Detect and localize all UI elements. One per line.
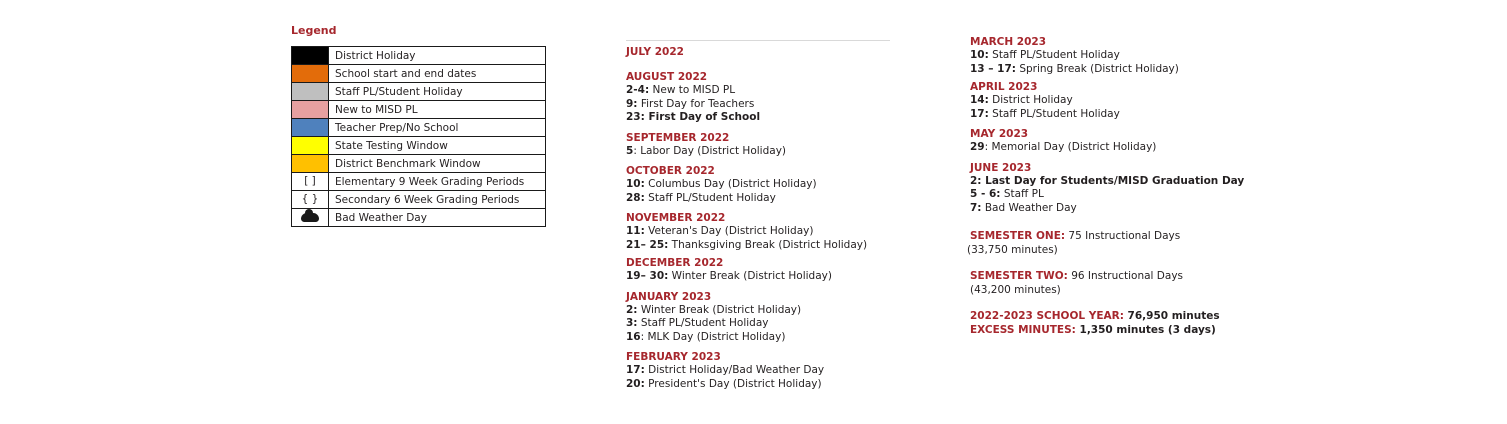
month-heading: APRIL 2023 [970, 81, 1038, 93]
entry-text: Spring Break (District Holiday) [1015, 62, 1179, 75]
semester-one-days: 75 Instructional Days [1065, 230, 1181, 242]
month-heading: JUNE 2023 [970, 161, 1032, 174]
calendar-entry [970, 141, 1310, 155]
legend-row [292, 83, 546, 101]
legend-row [292, 191, 546, 209]
legend-label: State Testing Window [329, 137, 546, 155]
legend-symbol: [ ] [292, 173, 329, 191]
calendar-entry [626, 225, 926, 239]
month-section [626, 132, 926, 159]
calendar-entry [970, 202, 1310, 216]
entry-date: 28: [626, 191, 645, 204]
calendar-entry [626, 84, 926, 98]
legend-label: Secondary 6 Week Grading Periods [329, 191, 546, 209]
semester-one-label: SEMESTER ONE: [970, 230, 1066, 242]
calendar-entry [626, 178, 926, 192]
legend-label: New to MISD PL [329, 101, 546, 119]
entry-text: Winter Break (District Holiday) [637, 303, 802, 316]
semester-one-minutes: (33,750 minutes) [967, 243, 1058, 256]
calendar-entry [626, 364, 926, 378]
month-section [626, 291, 926, 345]
month-heading: AUGUST 2022 [626, 71, 708, 83]
semester-two-label: SEMESTER TWO: [970, 270, 1068, 282]
entry-date: 23: First Day of School [626, 111, 761, 123]
legend-row [292, 137, 546, 155]
month-section [626, 257, 926, 284]
semester-two-days: 96 Instructional Days [1067, 270, 1184, 282]
legend-swatch [292, 83, 329, 101]
month-heading: JANUARY 2023 [626, 290, 712, 303]
entry-date: 16 [626, 330, 641, 343]
entry-date: 2: Last Day for Students/MISD Graduation Day [970, 174, 1245, 187]
month-heading: MAY 2023 [970, 128, 1029, 140]
month-heading: FEBRUARY 2023 [626, 351, 721, 363]
legend-label: Bad Weather Day [329, 209, 546, 227]
calendar-column-spring [967, 30, 1310, 337]
legend-row [292, 101, 546, 119]
month-heading: NOVEMBER 2022 [626, 212, 726, 224]
legend-row [292, 155, 546, 173]
entry-text: District Holiday/Bad Weather Day [644, 364, 825, 376]
entry-date: 17: [970, 107, 989, 120]
entry-date: 9: [626, 97, 638, 110]
entry-text: Thanksgiving Break (District Holiday) [668, 238, 868, 251]
entry-date: 5 [626, 144, 634, 157]
legend-swatch [292, 47, 329, 65]
month-section [626, 351, 926, 391]
entry-date: 19– 30: [626, 270, 669, 282]
legend-label: District Holiday [329, 47, 546, 65]
semester-two-minutes: (43,200 minutes) [970, 283, 1061, 296]
legend-label: District Benchmark Window [329, 155, 546, 173]
calendar-entry [626, 98, 926, 112]
legend-swatch [292, 101, 329, 119]
legend-row [292, 47, 546, 65]
entry-date: 5 - 6: [970, 188, 1001, 200]
entry-text: President's Day (District Holiday) [644, 377, 822, 390]
entry-text: Veteran's Day (District Holiday) [644, 225, 814, 237]
entry-text: Staff PL [1000, 188, 1044, 200]
month-section [626, 71, 926, 125]
month-heading: MARCH 2023 [970, 36, 1047, 48]
month-heading: OCTOBER 2022 [626, 165, 715, 177]
calendar-entry [970, 49, 1310, 63]
legend-swatch [292, 137, 329, 155]
month-section [970, 162, 1310, 216]
entry-text: Winter Break (District Holiday) [668, 270, 832, 282]
legend-row [292, 173, 546, 191]
calendar-entry [626, 145, 926, 159]
entry-date: 11: [626, 225, 645, 237]
entry-date: 14: [970, 94, 989, 106]
month-heading: SEPTEMBER 2022 [626, 131, 730, 144]
calendar-entry [626, 192, 926, 206]
entry-date: 13 – 17: [970, 62, 1016, 75]
entry-text: : Memorial Day (District Holiday) [984, 141, 1157, 153]
entry-date: 29 [970, 141, 985, 153]
calendar-entry [970, 94, 1310, 108]
legend-swatch [292, 155, 329, 173]
entry-date: 3: [626, 317, 638, 329]
month-section [626, 165, 926, 205]
calendar-entry [626, 270, 926, 284]
entry-date: 20: [626, 377, 645, 390]
legend-swatch [292, 119, 329, 137]
semester-one-summary [967, 230, 1310, 257]
entry-date: 17: [626, 364, 645, 376]
entry-date: 2: [626, 303, 638, 316]
entry-text: Columbus Day (District Holiday) [644, 178, 817, 190]
legend-row [292, 65, 546, 83]
legend-label: Staff PL/Student Holiday [329, 83, 546, 101]
legend-title: Legend [291, 24, 337, 37]
legend-label: Elementary 9 Week Grading Periods [329, 173, 546, 191]
entry-text: First Day for Teachers [637, 97, 755, 110]
calendar-entry [970, 63, 1310, 77]
month-section [970, 36, 1310, 76]
calendar-entry [626, 239, 926, 253]
month-heading: JULY 2022 [626, 46, 684, 58]
entry-text: Staff PL/Student Holiday [988, 107, 1120, 120]
legend-symbol: { } [292, 191, 329, 209]
entry-text: District Holiday [988, 94, 1073, 106]
school-year-label: 2022-2023 SCHOOL YEAR: [970, 310, 1124, 322]
entry-text: New to MISD PL [649, 84, 736, 96]
month-section [970, 81, 1310, 121]
entry-date: 10: [970, 49, 989, 61]
calendar-entry [970, 188, 1310, 202]
month-heading: DECEMBER 2022 [626, 257, 724, 269]
calendar-entry [626, 331, 926, 345]
month-section [626, 212, 926, 252]
semester-two-summary [970, 270, 1310, 297]
entry-date: 21– 25: [626, 238, 669, 251]
entry-date: 2-4: [626, 84, 650, 96]
calendar-entry [626, 304, 926, 318]
legend-label: School start and end dates [329, 65, 546, 83]
month-section [970, 128, 1310, 155]
calendar-entry [970, 175, 1310, 189]
month-section [626, 46, 926, 59]
entry-date: 10: [626, 178, 645, 190]
excess-minutes-label: EXCESS MINUTES: [970, 323, 1076, 336]
entry-text: Bad Weather Day [981, 201, 1077, 214]
cloud-icon [301, 213, 319, 222]
entry-text: : MLK Day (District Holiday) [640, 330, 786, 343]
calendar-column-fall [626, 40, 926, 391]
entry-text: Staff PL/Student Holiday [644, 191, 776, 204]
calendar-entry [626, 378, 926, 392]
entry-date: 7: [970, 201, 982, 214]
year-summary [970, 310, 1310, 337]
excess-minutes-value: 1,350 minutes (3 days) [1075, 323, 1216, 336]
legend-label: Teacher Prep/No School [329, 119, 546, 137]
calendar-entry [626, 317, 926, 331]
legend-swatch [292, 65, 329, 83]
legend-icon-cell [292, 209, 329, 227]
legend-row [292, 119, 546, 137]
entry-text: Staff PL/Student Holiday [637, 317, 769, 329]
school-year-minutes: 76,950 minutes [1123, 310, 1220, 322]
legend-table [291, 46, 546, 227]
legend-row [292, 209, 546, 227]
calendar-entry [970, 108, 1310, 122]
entry-text: : Labor Day (District Holiday) [633, 144, 786, 157]
entry-text: Staff PL/Student Holiday [988, 49, 1120, 61]
calendar-entry [626, 111, 926, 125]
